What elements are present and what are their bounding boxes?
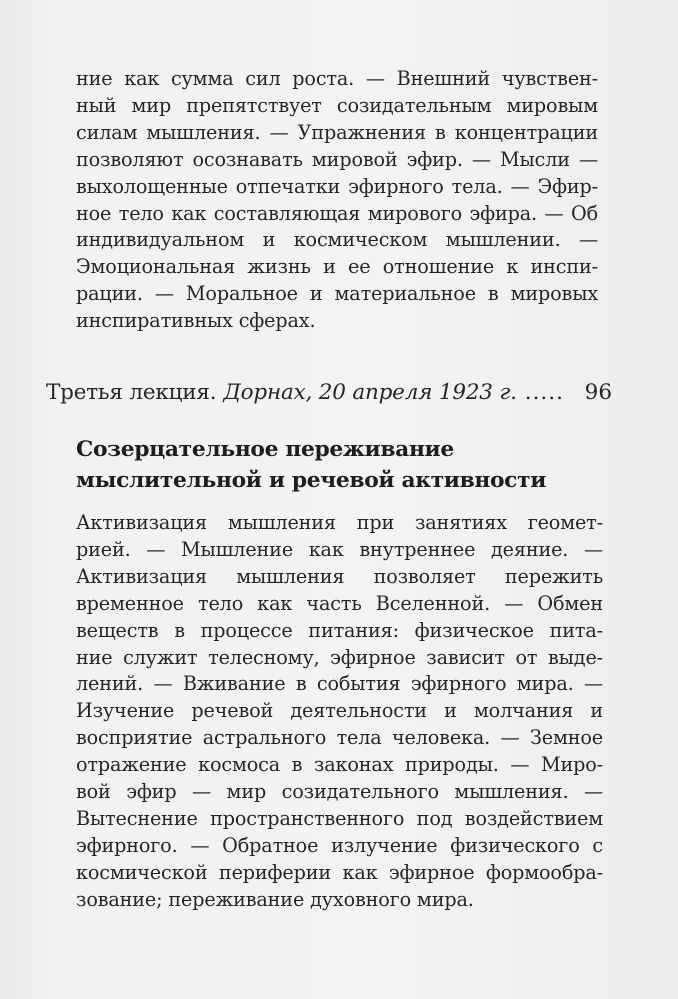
section-heading xyxy=(76,434,616,496)
heading-line: Созерцательное переживание xyxy=(76,437,454,462)
text-line: восприятие астрального тела человека. — Земное xyxy=(76,726,603,750)
text-line: Активизация мышления позволяет пережить xyxy=(76,564,603,588)
text-line: индивидуальном и космическом мышлении. — xyxy=(76,228,598,252)
lecture-summary-paragraph-2 xyxy=(76,510,603,914)
text-line: рации. — Моральное и материальное в мировых xyxy=(76,282,598,306)
text-line: рией. — Мышление как внутреннее деяние. — xyxy=(76,537,603,561)
text-line: временное тело как часть Вселенной. — Обмен xyxy=(76,591,603,615)
text-line: эфирного. — Обратное излучение физического с xyxy=(76,833,603,857)
text-line: инспиративных сферах. xyxy=(76,309,316,333)
text-line: космической периферии как эфирное формообра- xyxy=(76,860,603,884)
text-line: Активизация мышления при занятиях геомет- xyxy=(76,511,603,534)
text-line: вой эфир — мир созидательного мышления. — xyxy=(76,780,603,804)
text-line: Вытеснение пространственного под воздействием xyxy=(76,806,603,830)
text-line: зование; переживание духовного мира. xyxy=(76,887,474,911)
text-line: силам мышления. — Упражнения в концентрации xyxy=(76,120,598,144)
toc-entry-third-lecture xyxy=(46,378,612,408)
text-line: ние как сумма сил роста. — Внешний чувствен- xyxy=(76,67,598,90)
lecture-summary-paragraph xyxy=(76,66,598,335)
heading-line: мыслительной и речевой активности xyxy=(76,468,547,493)
text-line: Эмоциональная жизнь и ее отношение к инспи- xyxy=(76,255,598,279)
text-line: позволяют осознавать мировой эфир. — Мысли — xyxy=(76,147,598,171)
text-line: Изучение речевой деятельности и молчания и xyxy=(76,699,603,723)
toc-entry-page-number: 96 xyxy=(584,380,612,405)
text-line: отражение космоса в законах природы. — Миро- xyxy=(76,753,603,777)
text-line: ное тело как составляющая мирового эфира. — Об xyxy=(76,201,598,225)
toc-entry-title: Третья лекция. xyxy=(46,380,217,405)
text-line: веществ в процессе питания: физическое пита- xyxy=(76,618,603,642)
text-line: ние служит телесному, эфирное зависит от выде- xyxy=(76,645,603,669)
text-line: лений. — Вживание в события эфирного мира. — xyxy=(76,672,603,696)
text-line: выхолощенные отпечатки эфирного тела. — Эфир- xyxy=(76,174,598,198)
text-line: ный мир препятствует созидательным мировым xyxy=(76,93,598,117)
toc-entry-place-date: Дорнах, 20 апреля 1923 г. xyxy=(223,380,517,405)
toc-entry-leader-dots: ..... xyxy=(524,380,564,405)
